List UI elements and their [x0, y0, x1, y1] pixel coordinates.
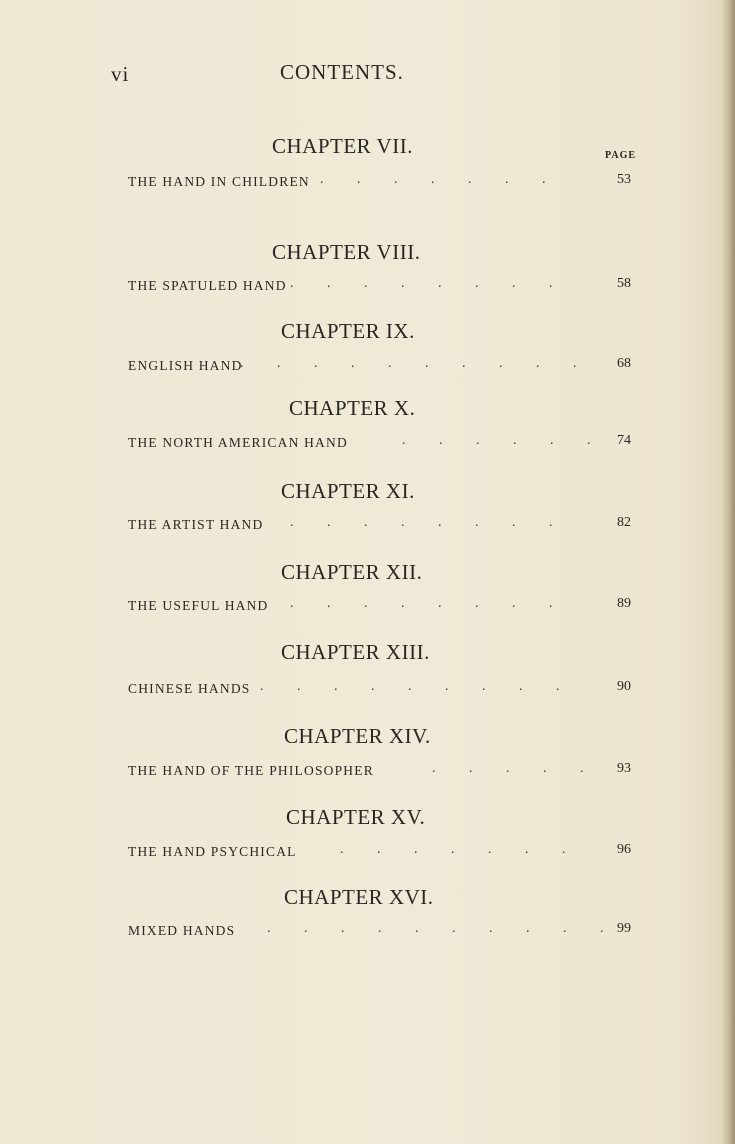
chapter-heading: CHAPTER XIV.: [284, 724, 431, 748]
entry-page-number: 96: [617, 842, 631, 857]
entry-title: CHINESE HANDS: [128, 681, 251, 696]
page-column-label: PAGE: [605, 150, 637, 161]
entry-title: MIXED HANDS: [128, 923, 236, 938]
chapter-heading: CHAPTER XI.: [281, 479, 415, 503]
chapter-heading: CHAPTER XVI.: [284, 885, 434, 909]
dot-leaders: . . . . . . .: [340, 842, 581, 857]
entry-page-number: 53: [617, 172, 631, 187]
entry-title: ENGLISH HAND: [128, 358, 243, 373]
dot-leaders: . . . . . . . .: [290, 596, 568, 611]
entry-title: THE ARTIST HAND: [128, 517, 264, 532]
chapter-heading: CHAPTER IX.: [281, 319, 415, 343]
entry-title: THE HAND OF THE PHILOSOPHER: [128, 763, 374, 778]
entry-title: THE NORTH AMERICAN HAND: [128, 435, 348, 450]
entry-page-number: 74: [617, 433, 631, 448]
dot-leaders: . . . . . . . . . .: [240, 356, 592, 371]
entry-page-number: 99: [617, 921, 631, 936]
entry-title: THE USEFUL HAND: [128, 598, 269, 613]
entry-page-number: 58: [617, 276, 631, 291]
entry-title: THE HAND IN CHILDREN: [128, 174, 310, 189]
dot-leaders: . . . . . .: [402, 433, 606, 448]
page-number: vi: [111, 62, 130, 86]
chapter-heading: CHAPTER XV.: [286, 805, 426, 829]
dot-leaders: . . . . . . . .: [290, 515, 568, 530]
dot-leaders: . . . . .: [432, 761, 599, 776]
entry-page-number: 93: [617, 761, 631, 776]
entry-title: THE HAND PSYCHICAL: [128, 844, 297, 859]
entry-page-number: 68: [617, 356, 631, 371]
page-edge-shadow: [721, 0, 735, 1144]
chapter-heading: CHAPTER XIII.: [281, 640, 430, 664]
dot-leaders: . . . . . . . . . . .: [230, 921, 619, 936]
running-head: CONTENTS.: [280, 60, 404, 84]
entry-page-number: 90: [617, 679, 631, 694]
dot-leaders: . . . . . . . .: [290, 276, 568, 291]
chapter-heading: CHAPTER XII.: [281, 560, 423, 584]
entry-title: THE SPATULED HAND: [128, 278, 287, 293]
chapter-heading: CHAPTER X.: [289, 396, 416, 420]
entry-page-number: 82: [617, 515, 631, 530]
chapter-heading: CHAPTER VIII.: [272, 240, 421, 264]
chapter-heading: CHAPTER VII.: [272, 134, 413, 158]
entry-page-number: 89: [617, 596, 631, 611]
dot-leaders: . . . . . . . . .: [260, 679, 575, 694]
dot-leaders: . . . . . . .: [320, 172, 561, 187]
